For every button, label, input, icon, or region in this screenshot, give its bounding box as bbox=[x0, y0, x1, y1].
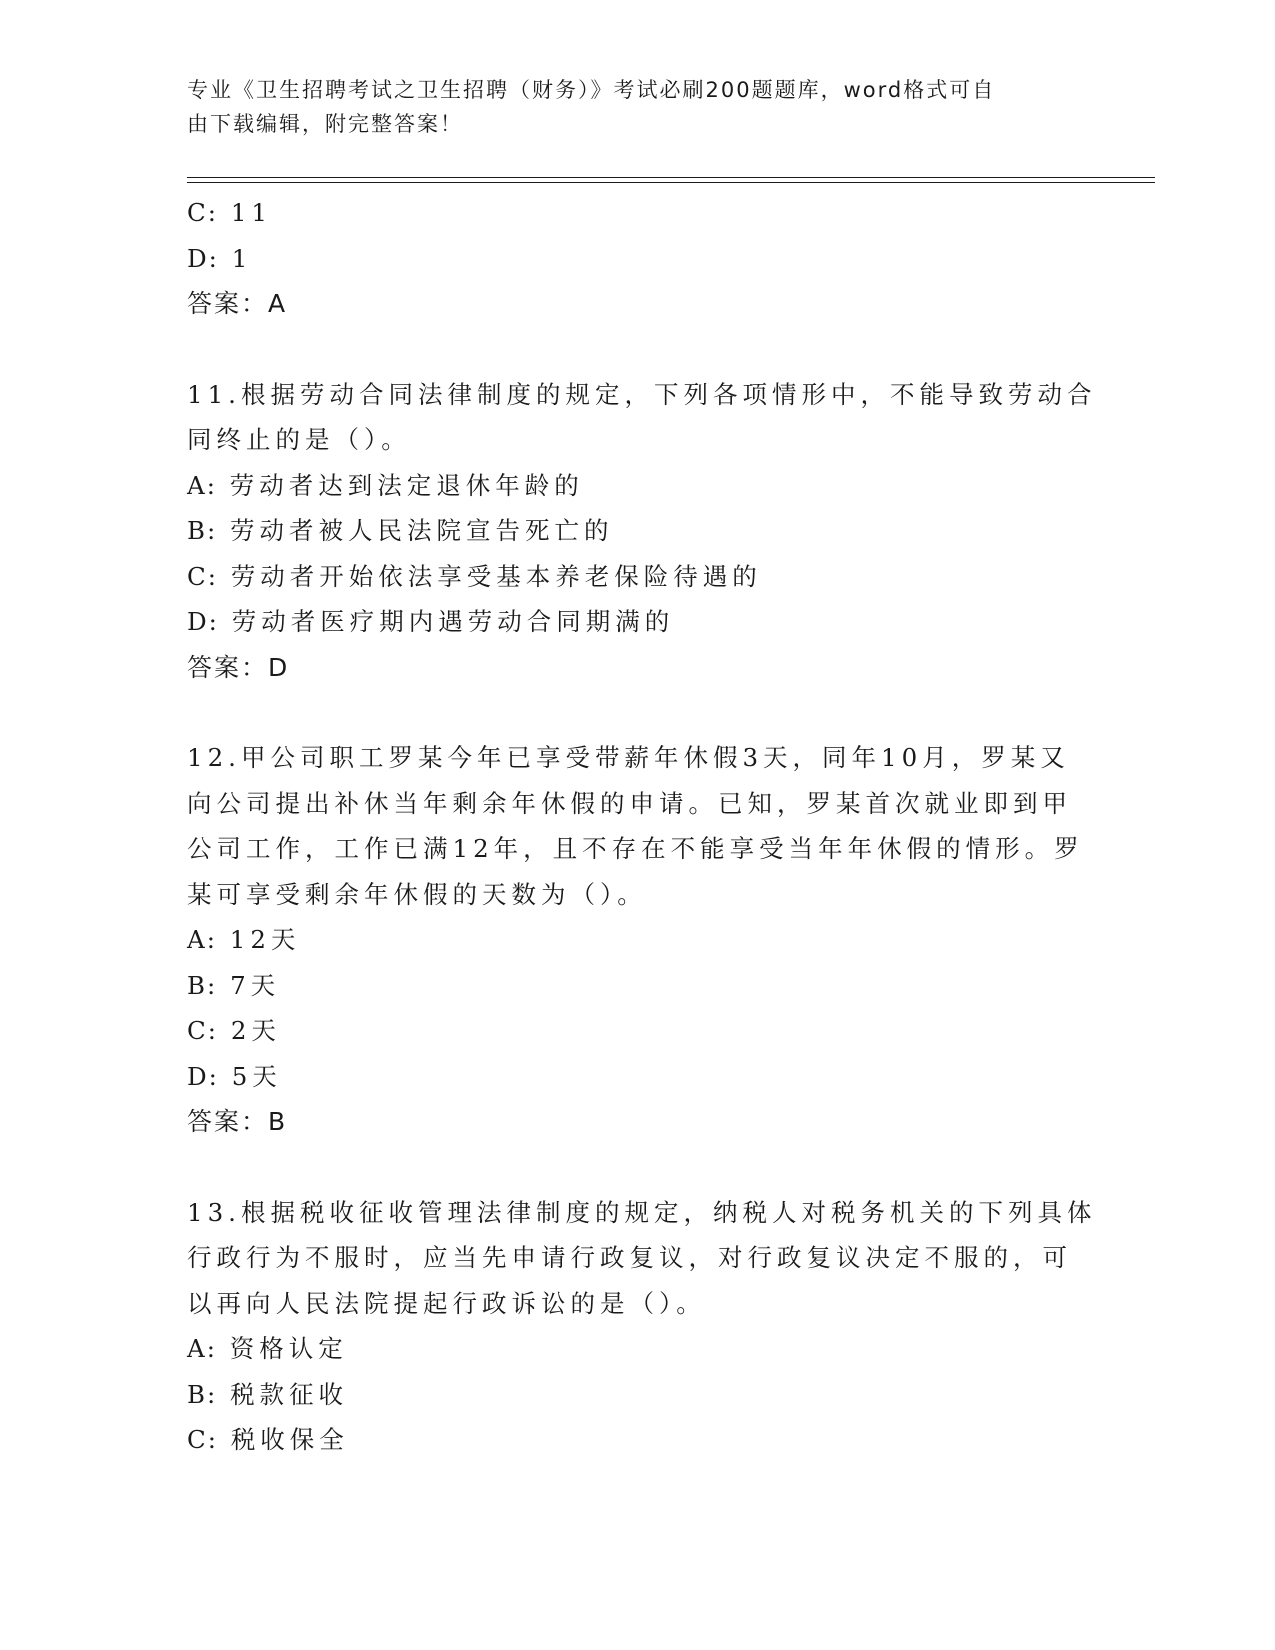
option-c: C: 2天 bbox=[187, 1016, 281, 1045]
question-11 bbox=[187, 372, 1097, 691]
header-line-2: 由下载编辑，附完整答案！ bbox=[187, 112, 463, 136]
question-stem-line: 11.根据劳动合同法律制度的规定，下列各项情形中，不能导致劳动合 bbox=[187, 379, 1097, 409]
question-stem-line: 行政行为不服时，应当先申请行政复议，对行政复议决定不服的，可 bbox=[187, 1243, 1072, 1272]
question-stem-line: 13.根据税收征收管理法律制度的规定，纳税人对税务机关的下列具体 bbox=[187, 1197, 1097, 1227]
question-stem-line: 向公司提出补休当年剩余年休假的申请。已知，罗某首次就业即到甲 bbox=[187, 788, 1072, 818]
document-body bbox=[187, 190, 1097, 1463]
option-d: D: 1 bbox=[187, 243, 253, 273]
question-12 bbox=[187, 735, 1087, 1145]
header-rule-top bbox=[187, 177, 1155, 178]
question-stem-line: 以再向人民法院提起行政诉讼的是（）。 bbox=[187, 1288, 706, 1318]
question-stem-line: 公司工作，工作已满12年，且不存在不能享受当年年休假的情形。罗 bbox=[187, 834, 1084, 863]
header-rule-bottom bbox=[187, 182, 1155, 183]
option-c: C: 劳动者开始依法享受基本养老保险待遇的 bbox=[187, 561, 762, 591]
option-d: D: 劳动者医疗期内遇劳动合同期满的 bbox=[187, 607, 675, 636]
question-stem-line: 同终止的是（）。 bbox=[187, 425, 411, 454]
prev-question bbox=[187, 190, 1087, 327]
answer-line: 答案：B bbox=[187, 1107, 288, 1136]
answer-line: 答案：A bbox=[187, 289, 288, 318]
option-a: A: 资格认定 bbox=[187, 1334, 348, 1363]
option-d: D: 5天 bbox=[187, 1061, 282, 1091]
option-c: C: 11 bbox=[187, 198, 272, 227]
page-header bbox=[187, 73, 1067, 141]
question-13 bbox=[187, 1190, 1097, 1463]
question-stem-line: 12.甲公司职工罗某今年已享受带薪年休假3天，同年10月，罗某又 bbox=[187, 743, 1070, 772]
question-stem-line: 某可享受剩余年休假的天数为（）。 bbox=[187, 879, 647, 909]
option-a: A: 12天 bbox=[187, 925, 301, 954]
header-line-1: 专业《卫生招聘考试之卫生招聘（财务）》考试必刷200题题库，word格式可自 bbox=[187, 78, 996, 102]
answer-line: 答案：D bbox=[187, 652, 290, 682]
option-b: B: 劳动者被人民法院宣告死亡的 bbox=[187, 516, 614, 545]
option-a: A: 劳动者达到法定退休年龄的 bbox=[187, 470, 584, 500]
option-b: B: 7天 bbox=[187, 970, 281, 1000]
option-b: B: 税款征收 bbox=[187, 1379, 349, 1409]
option-c: C: 税收保全 bbox=[187, 1425, 349, 1454]
